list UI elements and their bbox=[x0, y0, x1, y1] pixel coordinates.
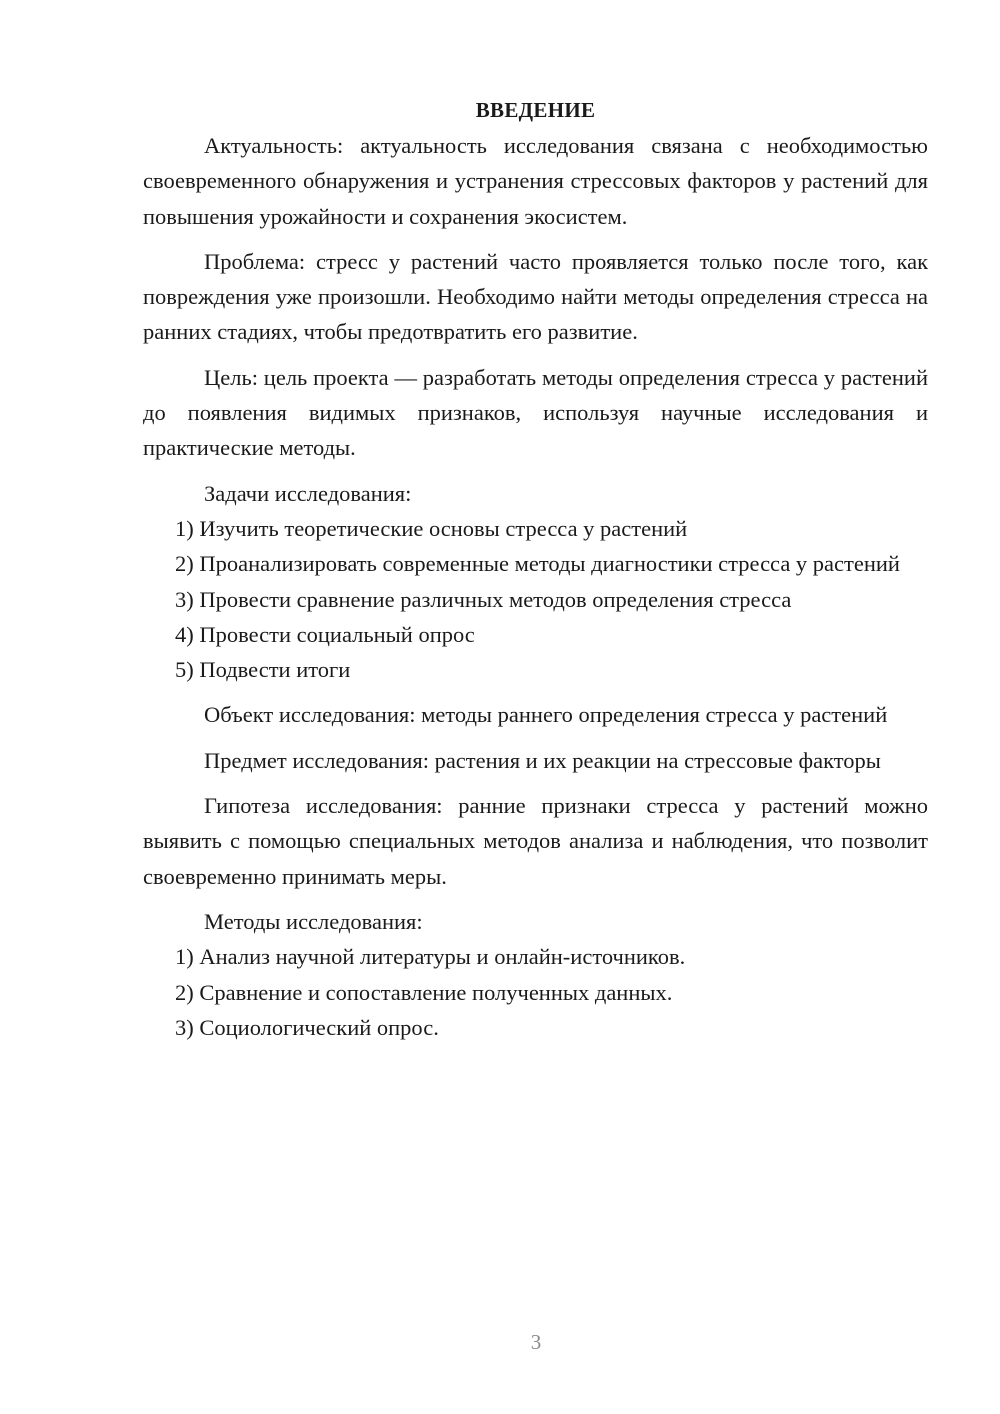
hypothesis-paragraph: Гипотеза исследования: ранние признаки стресса у растений можно выявить с помощью специальных методов анализа и наблюдения, что позволит своевременно принимать меры. bbox=[143, 793, 928, 889]
problem-paragraph: Проблема: стресс у растений часто проявляется только после того, как повреждения уже произошли. Необходимо найти методы определения стресса на ранних стадиях, чтобы предотвратить его развитие. bbox=[143, 248, 928, 345]
task-item: 4) Провести социальный опрос bbox=[175, 621, 475, 647]
tasks-heading: Задачи исследования: bbox=[204, 480, 412, 506]
goal-paragraph: Цель: цель проекта — разработать методы определения стресса у растений до появления видимых признаков, используя научные исследования и практические методы. bbox=[143, 364, 928, 461]
page-number: 3 bbox=[530, 1330, 542, 1354]
method-item: 2) Сравнение и сопоставление полученных данных. bbox=[175, 979, 673, 1005]
task-item: 3) Провести сравнение различных методов определения стресса bbox=[175, 586, 792, 612]
task-item: 2) Проанализировать современные методы диагностики стресса у растений bbox=[175, 551, 900, 577]
method-item: 1) Анализ научной литературы и онлайн-источников. bbox=[175, 944, 686, 970]
subject-paragraph: Предмет исследования: растения и их реакции на стрессовые факторы bbox=[204, 747, 881, 773]
task-item: 5) Подвести итоги bbox=[175, 657, 351, 683]
document-page bbox=[143, 93, 928, 1045]
methods-heading: Методы исследования: bbox=[204, 908, 423, 934]
task-item: 1) Изучить теоретические основы стресса у растений bbox=[175, 515, 688, 541]
section-title: ВВЕДЕНИЕ bbox=[475, 98, 596, 122]
object-paragraph: Объект исследования: методы раннего определения стресса у растений bbox=[204, 702, 888, 728]
method-item: 3) Социологический опрос. bbox=[175, 1014, 439, 1040]
relevance-paragraph: Актуальность: актуальность исследования связана с необходимостью своевременного обнаружения и устранения стрессовых факторов у растений для повышения урожайности и сохранения экосистем. bbox=[143, 133, 928, 229]
